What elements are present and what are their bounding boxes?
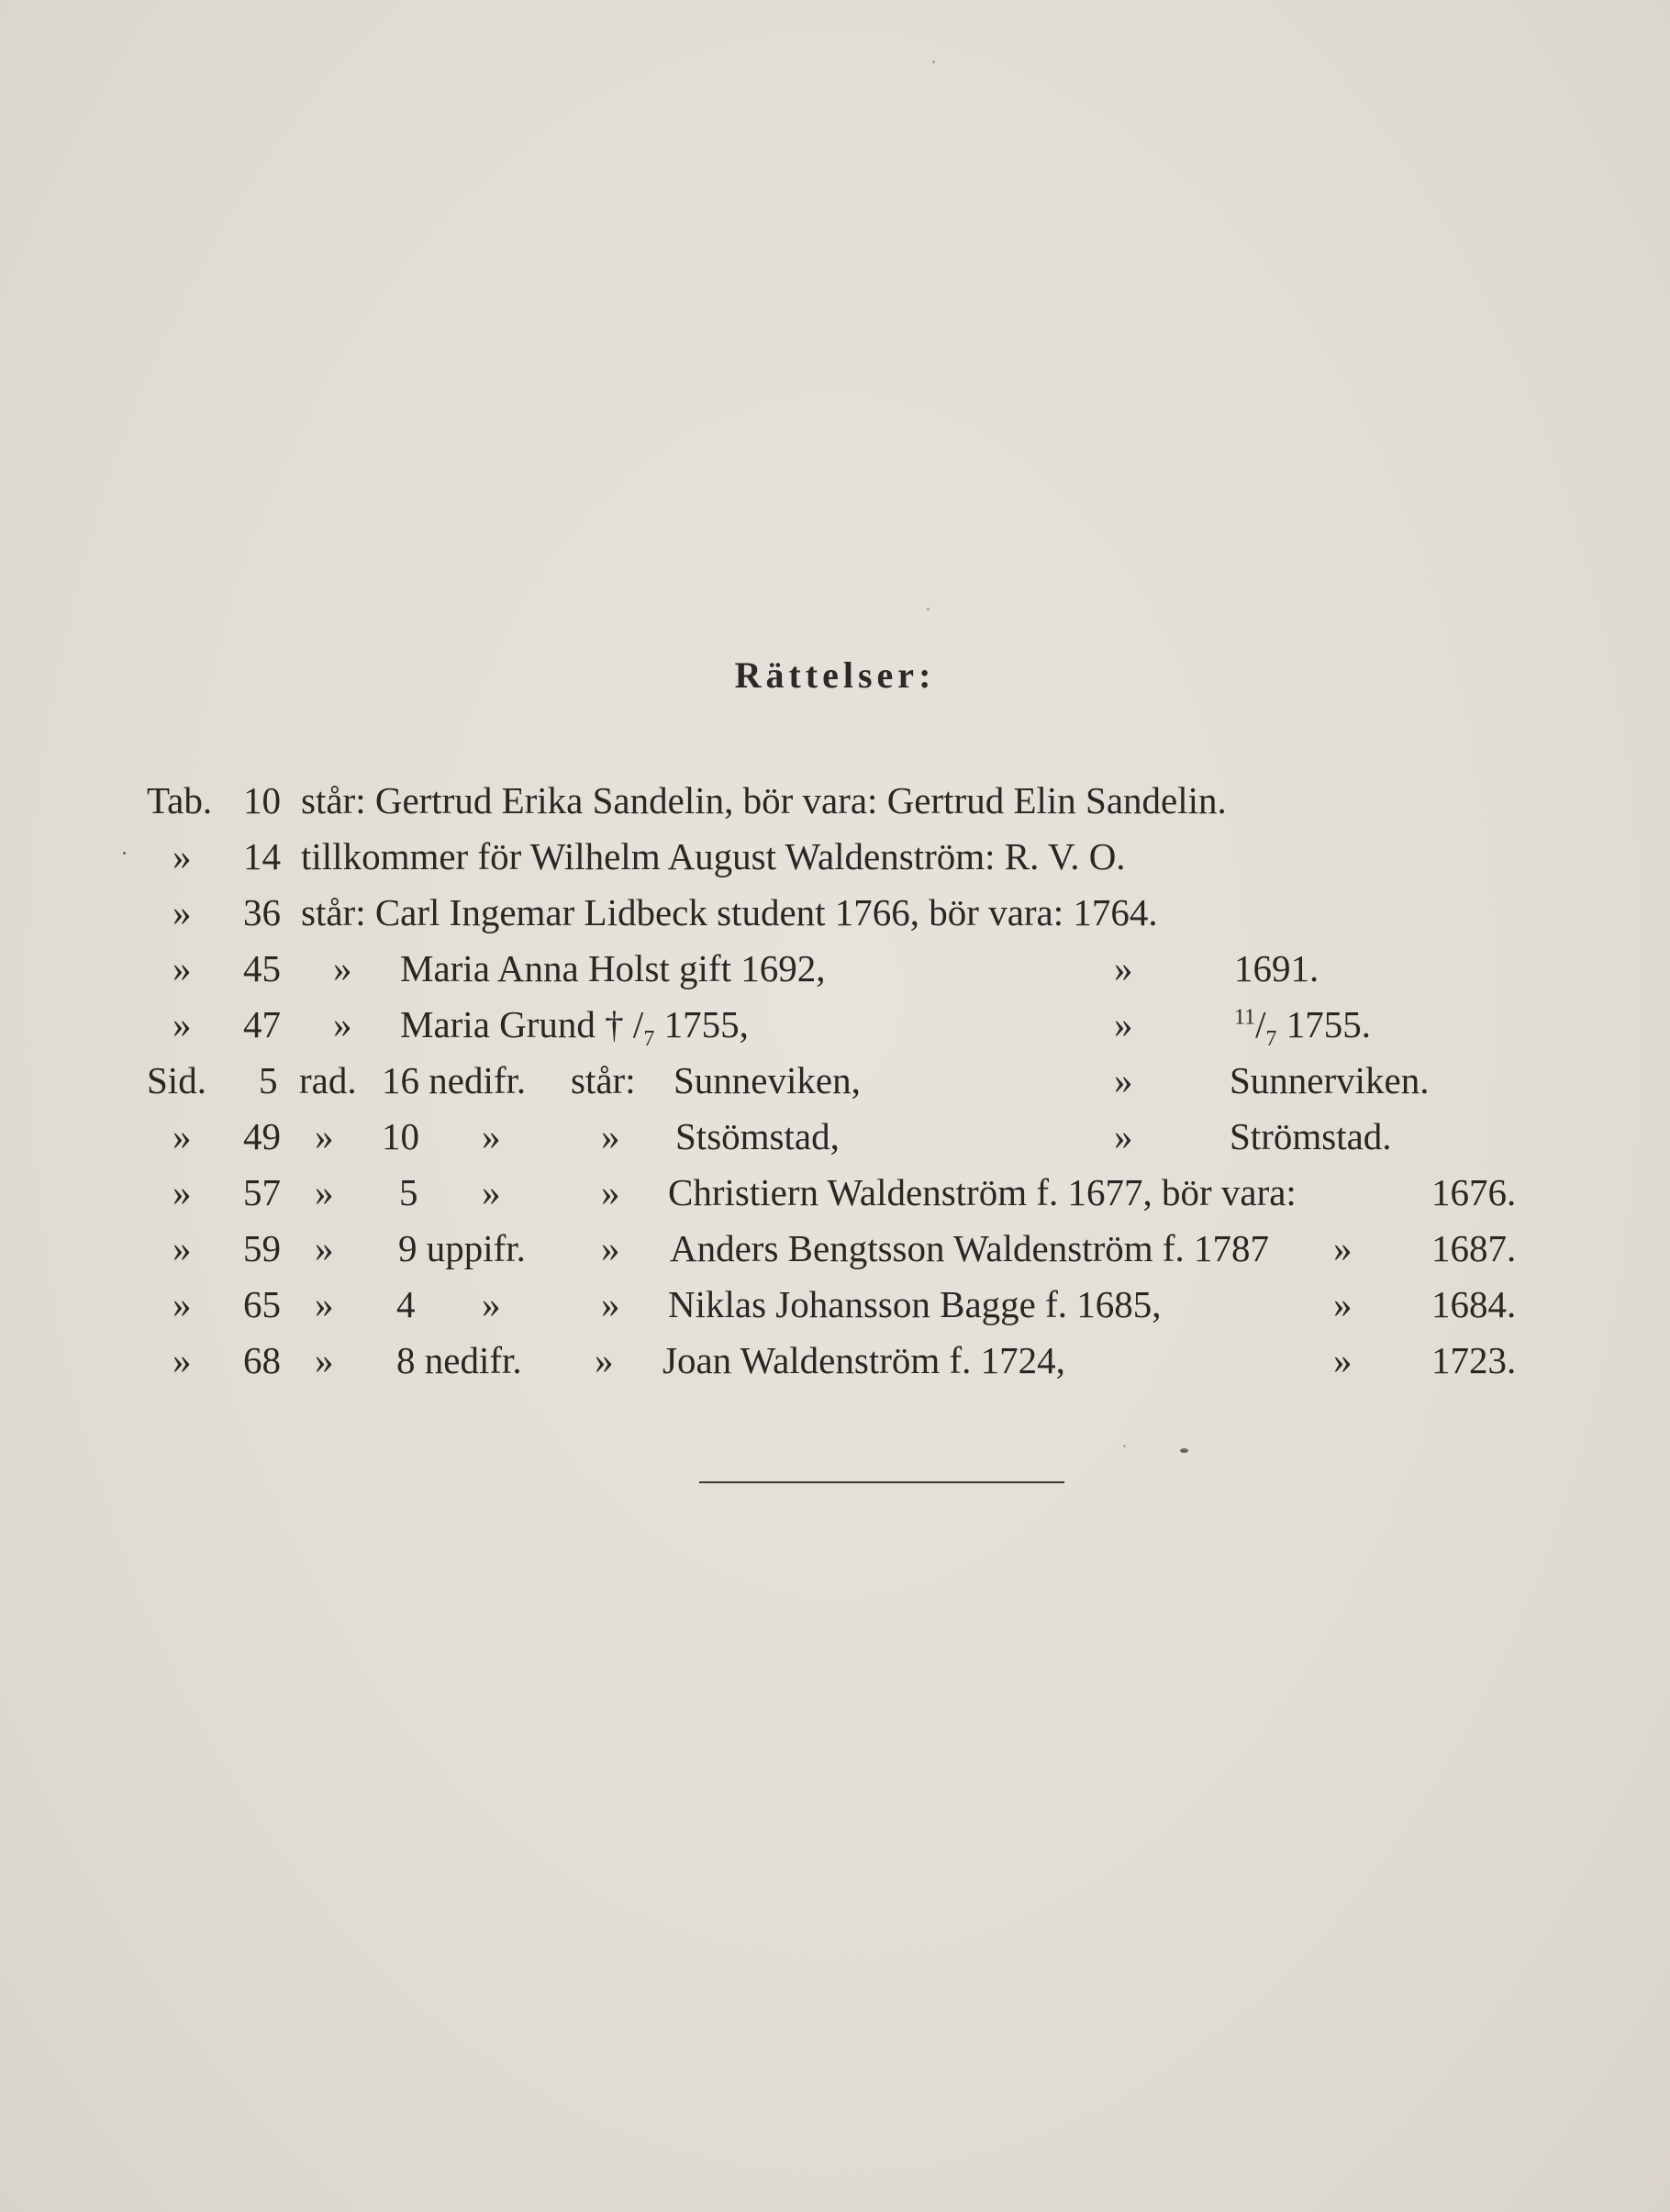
corrected-value: 1723. — [1431, 1339, 1517, 1381]
divider-rule — [699, 1481, 1064, 1483]
row-number: 65 — [243, 1283, 281, 1325]
line-ref: 4 — [396, 1283, 416, 1325]
row-number: 5 — [259, 1059, 278, 1101]
row-number: 14 — [243, 835, 281, 877]
line-ref: 16 nedifr. — [382, 1059, 527, 1101]
ditto-mark: » — [601, 1171, 620, 1213]
row-text: Maria Grund † $/_7$ 1755, — [400, 1003, 749, 1052]
ditto-mark: » — [315, 1115, 334, 1157]
ditto-mark: » — [1114, 1003, 1133, 1045]
ditto-mark: » — [173, 947, 192, 989]
errata-row — [0, 1053, 1670, 1108]
corrected-value: $^{11}/_7$ 1755. — [1234, 1003, 1372, 1052]
errata-row — [0, 1277, 1670, 1332]
errata-row — [0, 829, 1670, 884]
row-number: 59 — [243, 1227, 281, 1269]
ditto-mark: » — [1114, 1059, 1133, 1101]
ditto-mark: » — [173, 835, 192, 877]
row-text: står: Carl Ingemar Lidbeck student 1766, bör vara: 1764. — [301, 891, 1158, 933]
line-ref: 9 uppifr. — [398, 1227, 526, 1269]
ditto-mark: » — [173, 1003, 192, 1045]
line-ref: 8 nedifr. — [396, 1339, 522, 1381]
ditto-mark: » — [482, 1115, 501, 1157]
corrected-value: Strömstad. — [1230, 1115, 1392, 1157]
ditto-mark: » — [1114, 947, 1133, 989]
errata-row — [0, 997, 1670, 1052]
errata-row — [0, 1333, 1670, 1388]
line-ref: 10 — [382, 1115, 419, 1157]
corrected-value: 1687. — [1431, 1227, 1517, 1269]
paper-speck — [1123, 1445, 1126, 1447]
ditto-mark: » — [315, 1283, 334, 1325]
row-number: 47 — [243, 1003, 281, 1045]
row-unit: rad. — [299, 1059, 357, 1101]
row-text: tillkommer för Wilhelm August Waldenström: R. V. O. — [301, 835, 1126, 877]
row-ref-label: Sid. — [147, 1059, 206, 1101]
row-text: står: Gertrud Erika Sandelin, bör vara: Gertrud Elin Sandelin. — [301, 779, 1227, 821]
row-number: 10 — [243, 779, 281, 821]
ditto-mark: » — [173, 891, 192, 933]
ditto-mark: » — [1333, 1227, 1353, 1269]
errata-row — [0, 1109, 1670, 1164]
row-text: Christiern Waldenström f. 1677, bör vara: — [668, 1171, 1297, 1213]
row-text: Sunneviken, — [674, 1059, 861, 1101]
row-number: 68 — [243, 1339, 281, 1381]
row-text: Maria Anna Holst gift 1692, — [400, 947, 826, 989]
row-text: Joan Waldenström f. 1724, — [662, 1339, 1065, 1381]
ditto-mark: » — [482, 1171, 501, 1213]
ditto-mark: » — [173, 1171, 192, 1213]
errata-row — [0, 885, 1670, 940]
row-number: 45 — [243, 947, 281, 989]
ditto-mark: » — [1333, 1339, 1353, 1381]
row-number: 36 — [243, 891, 281, 933]
row-text: Anders Bengtsson Waldenström f. 1787 — [670, 1227, 1270, 1269]
ditto-mark: » — [1333, 1283, 1353, 1325]
ditto-mark: » — [173, 1339, 192, 1381]
ditto-mark: » — [173, 1115, 192, 1157]
row-text: Stsömstad, — [675, 1115, 840, 1157]
errata-row — [0, 941, 1670, 996]
ditto-mark: » — [601, 1115, 620, 1157]
line-ref: 5 — [399, 1171, 418, 1213]
ditto-mark: » — [333, 947, 352, 989]
errata-row — [0, 1165, 1670, 1220]
corrected-value: 1684. — [1431, 1283, 1517, 1325]
ditto-mark: » — [315, 1171, 334, 1213]
ditto-mark: » — [601, 1283, 620, 1325]
ditto-mark: » — [595, 1339, 614, 1381]
paper-speck — [123, 852, 126, 855]
errata-row — [0, 1221, 1670, 1276]
corrected-value: 1676. — [1431, 1171, 1517, 1213]
ditto-mark: » — [333, 1003, 352, 1045]
ditto-mark: » — [601, 1227, 620, 1269]
ditto-mark: » — [1114, 1115, 1133, 1157]
paper-speck — [932, 61, 935, 63]
ditto-mark: » — [482, 1283, 501, 1325]
row-number: 49 — [243, 1115, 281, 1157]
paper-speck — [1180, 1448, 1188, 1453]
page-title: Rättelser: — [734, 654, 936, 696]
errata-row — [0, 773, 1670, 828]
row-verb: står: — [571, 1059, 636, 1101]
row-text: Niklas Johansson Bagge f. 1685, — [668, 1283, 1162, 1325]
row-ref-label: Tab. — [147, 779, 213, 821]
ditto-mark: » — [173, 1283, 192, 1325]
corrected-value: Sunnerviken. — [1230, 1059, 1430, 1101]
paper-speck — [927, 608, 930, 610]
ditto-mark: » — [173, 1227, 192, 1269]
corrected-value: 1691. — [1234, 947, 1319, 989]
ditto-mark: » — [315, 1227, 334, 1269]
row-number: 57 — [243, 1171, 281, 1213]
ditto-mark: » — [315, 1339, 334, 1381]
